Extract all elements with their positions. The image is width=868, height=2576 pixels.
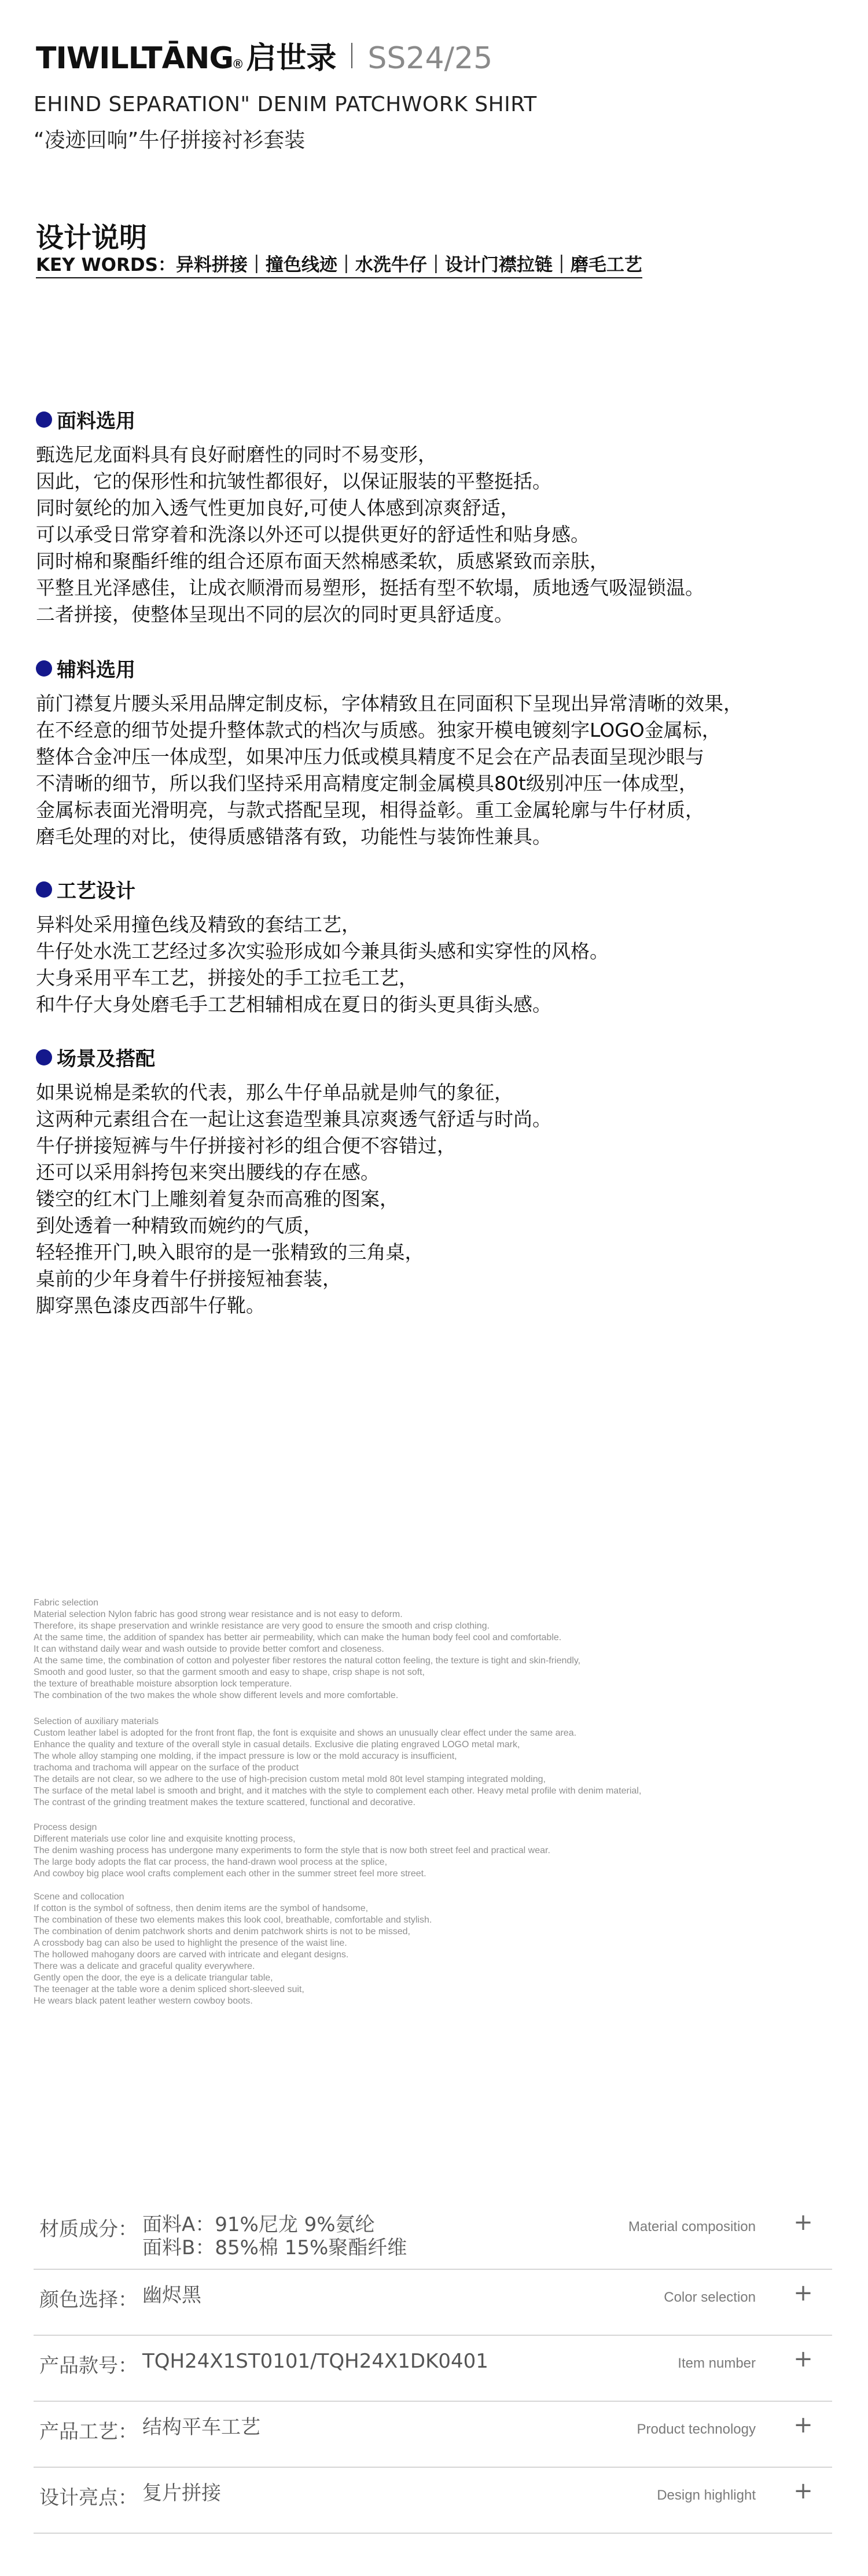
bullet-dot-icon [36,660,52,677]
brand-logo: TIWILLTĀNG [36,41,234,76]
bullet-dot-icon [36,1049,52,1065]
en-line: Different materials use color line and exquisite knotting process, [34,1834,296,1844]
text-line: 到处透着一种精致而婉约的气质， [36,1214,322,1237]
en-line: Therefore, its shape preservation and wrinkle resistance are very good to ensure the smooth and crisp clothing. [34,1621,490,1631]
en-line: The teenager at the table wore a denim spliced short-sleeved suit, [34,1985,304,1994]
section-heading [36,654,742,682]
en-line: The combination of the two makes the whole show different levels and more comfortable. [34,1691,399,1700]
spec-row-technology[interactable] [34,2402,832,2468]
en-line: Scene and collocation [34,1892,124,1902]
text-line: 甄选尼龙面料具有良好耐磨性的同时不易变形， [36,443,437,466]
en-line: There was a delicate and graceful quality everywhere. [34,1961,255,1971]
en-line: If cotton is the symbol of softness, then denim items are the symbol of handsome, [34,1903,369,1913]
section-auxiliary [36,654,742,850]
section-heading [36,1043,551,1071]
text-line: 还可以采用斜挎包来突出腰线的存在感。 [36,1161,380,1184]
text-line: 异料处采用撞色线及精致的套结工艺， [36,913,361,936]
section-scene [36,1043,551,1319]
product-title-en: EHIND SEPARATION" DENIM PATCHWORK SHIRT [34,93,537,116]
text-line: 如果说棉是柔软的代表，那么牛仔单品就是帅气的象征， [36,1081,513,1104]
spec-label-en: Design highlight [657,2487,756,2503]
spec-value: 复片拼接 [142,2482,221,2505]
text-line: 二者拼接，使整体呈现出不同的层次的同时更具舒适度。 [36,603,513,626]
en-fabric-block [34,1597,580,1702]
text-line: 整体合金冲压一体成型，如果冲压力低或模具精度不足会在产品表面呈现沙眼与 [36,745,704,768]
registered-mark: ® [233,57,243,71]
en-line: The hollowed mahogany doors are carved with intricate and elegant designs. [34,1950,349,1960]
text-line: 同时氨纶的加入透气性更加良好,可使人体感到凉爽舒适， [36,497,520,519]
section-fabric [36,405,704,628]
keywords-line: KEY WORDS：异料拼接｜撞色线迹｜水洗牛仔｜设计门襟拉链｜磨毛工艺 [36,250,642,278]
spec-row-material[interactable] [34,2199,832,2270]
en-line: A crossbody bag can also be used to highlight the presence of the waist line. [34,1938,347,1948]
text-line: 牛仔处水洗工艺经过多次实验形成如今兼具街头感和实穿性的风格。 [36,940,609,962]
en-line: Custom leather label is adopted for the front front flap, the font is exquisite and shows an unusually clear effect under the same area. [34,1728,577,1738]
season-label: SS24/25 [367,41,493,76]
en-line: Material selection Nylon fabric has good strong wear resistance and is not easy to deform. [34,1609,403,1619]
spec-label: 产品工艺： [39,2420,138,2443]
text-line: 平整且光泽感佳，让成衣顺滑而易塑形，挺括有型不软塌，质地透气吸湿锁温。 [36,576,704,599]
en-line: The surface of the metal label is smooth and bright, and it matches with the style to complement each other. Heavy metal profile with denim material, [34,1786,642,1796]
text-line: 桌前的少年身着牛仔拼接短袖套装， [36,1267,341,1290]
brand-header [36,34,492,77]
expand-plus-icon[interactable]: + [793,2412,813,2438]
expand-plus-icon[interactable]: + [793,2280,813,2306]
spec-label-en: Color selection [664,2290,756,2305]
spec-value: 结构平车工艺 [142,2416,260,2439]
en-line: the texture of breathable moisture absorption lock temperature. [34,1679,292,1689]
text-line: 轻轻推开门,映入眼帘的是一张精致的三角桌， [36,1241,424,1263]
section-heading-text: 工艺设计 [57,880,135,903]
spec-value: TQH24X1ST0101/TQH24X1DK0401 [142,2350,488,2373]
en-line: And cowboy big place wool crafts complement each other in the summer street feel more street. [34,1869,426,1879]
spec-label: 材质成分： [39,2218,138,2241]
spec-label-en: Product technology [637,2421,756,2437]
en-line: The large body adopts the flat car process, the hand-drawn wool process at the splice, [34,1857,388,1867]
spec-row-design-highlight[interactable] [34,2468,832,2534]
en-line: He wears black patent leather western cowboy boots. [34,1996,253,2006]
en-line: At the same time, the combination of cotton and polyester fiber restores the natural cotton feeling, the texture is tight and skin-friendly, [34,1656,581,1666]
text-line: 同时棉和聚酯纤维的组合还原布面天然棉感柔软，质感紧致而亲肤， [36,550,609,572]
section-process [36,875,609,1018]
en-line: Enhance the quality and texture of the overall style in casual details. Exclusive die plating engraved LOGO metal mark, [34,1740,520,1750]
section-heading-text: 辅料选用 [57,659,135,682]
en-line: The combination of denim patchwork shorts and denim patchwork shirts is not to be missed, [34,1927,410,1936]
en-process-block [34,1822,550,1880]
en-line: At the same time, the addition of spandex has better air permeability, which can make the human body feel cool and comfortable. [34,1633,562,1642]
spec-value: 幽烬黑 [142,2284,201,2307]
text-line: 牛仔拼接短裤与牛仔拼接衬衫的组合便不容错过， [36,1134,456,1157]
design-title: 设计说明 [36,222,148,254]
text-line: 不清晰的细节，所以我们坚持采用高精度定制金属模具80t级别冲压一体成型， [36,772,698,795]
en-line: The whole alloy stamping one molding, if the impact pressure is low or the mold accuracy is insufficient, [34,1751,457,1761]
en-line: Fabric selection [34,1598,99,1608]
en-line: Process design [34,1822,97,1832]
text-line: 大身采用平车工艺，拼接处的手工拉毛工艺， [36,967,418,989]
text-line: 前门襟复片腰头采用品牌定制皮标，字体精致且在同面积下呈现出异常清晰的效果， [36,692,742,715]
en-line: The contrast of the grinding treatment makes the texture scattered, functional and decorative. [34,1798,415,1807]
text-line: 可以承受日常穿着和洗涤以外还可以提供更好的舒适性和贴身感。 [36,523,590,546]
en-line: trachoma and trachoma will appear on the surface of the product [34,1763,299,1773]
expand-plus-icon[interactable]: + [793,2478,813,2504]
en-line: Gently open the door, the eye is a delicate triangular table, [34,1973,273,1983]
spec-value-line: 面料B：85%棉 15%聚酯纤维 [142,2236,407,2259]
spec-accordion [34,2199,832,2534]
brand-name-cn: 启世录 [246,41,337,76]
spec-value-line: 面料A：91%尼龙 9%氨纶 [142,2213,375,2236]
spec-row-item-number[interactable] [34,2336,832,2402]
en-line: Selection of auxiliary materials [34,1717,159,1726]
text-line: 磨毛处理的对比，使得质感错落有致，功能性与装饰性兼具。 [36,825,551,848]
text-line: 这两种元素组合在一起让这套造型兼具凉爽透气舒适与时尚。 [36,1108,551,1130]
en-line: The combination of these two elements makes this look cool, breathable, comfortable and stylish. [34,1915,432,1925]
expand-plus-icon[interactable]: + [793,2346,813,2372]
text-line: 和牛仔大身处磨毛手工艺相辅相成在夏日的街头更具街头感。 [36,993,551,1016]
expand-plus-icon[interactable]: + [793,2209,813,2236]
product-title-cn: “凌迹回响”牛仔拼接衬衫套装 [34,128,306,152]
en-line: The details are not clear, so we adhere to the use of high-precision custom metal mold 80t level stamping integrated molding, [34,1774,546,1784]
text-line: 金属标表面光滑明亮，与款式搭配呈现，相得益彰。重工金属轮廓与牛仔材质， [36,799,704,821]
en-line: The denim washing process has undergone many experiments to form the style that is now both street feel and practical wear. [34,1846,550,1855]
spec-value [142,2213,407,2259]
bullet-dot-icon [36,881,52,898]
spec-label: 产品款号： [39,2354,138,2377]
section-heading-text: 场景及搭配 [57,1048,155,1071]
section-heading [36,875,609,903]
spec-label-en: Material composition [628,2219,756,2235]
en-line: Smooth and good luster, so that the garment smooth and easy to shape, crisp shape is not soft, [34,1667,425,1677]
en-scene-block [34,1891,432,2007]
text-line: 在不经意的细节处提升整体款式的档次与质感。独家开模电镀刻字LOGO金属标， [36,719,721,741]
section-heading-text: 面料选用 [57,410,135,433]
spec-label: 颜色选择： [39,2288,138,2312]
text-line: 镂空的红木门上雕刻着复杂而高雅的图案， [36,1188,399,1210]
brand-divider [351,43,352,68]
spec-row-color[interactable] [34,2270,832,2336]
en-line: It can withstand daily wear and wash outside to provide better comfort and closeness. [34,1644,384,1654]
spec-label-en: Item number [678,2355,756,2371]
bullet-dot-icon [36,411,52,428]
text-line: 脚穿黑色漆皮西部牛仔靴。 [36,1294,265,1317]
en-auxiliary-block [34,1716,641,1809]
section-heading [36,405,704,433]
spec-label: 设计亮点： [39,2486,138,2509]
text-line: 因此，它的保形性和抗皱性都很好，以保证服装的平整挺括。 [36,470,551,493]
